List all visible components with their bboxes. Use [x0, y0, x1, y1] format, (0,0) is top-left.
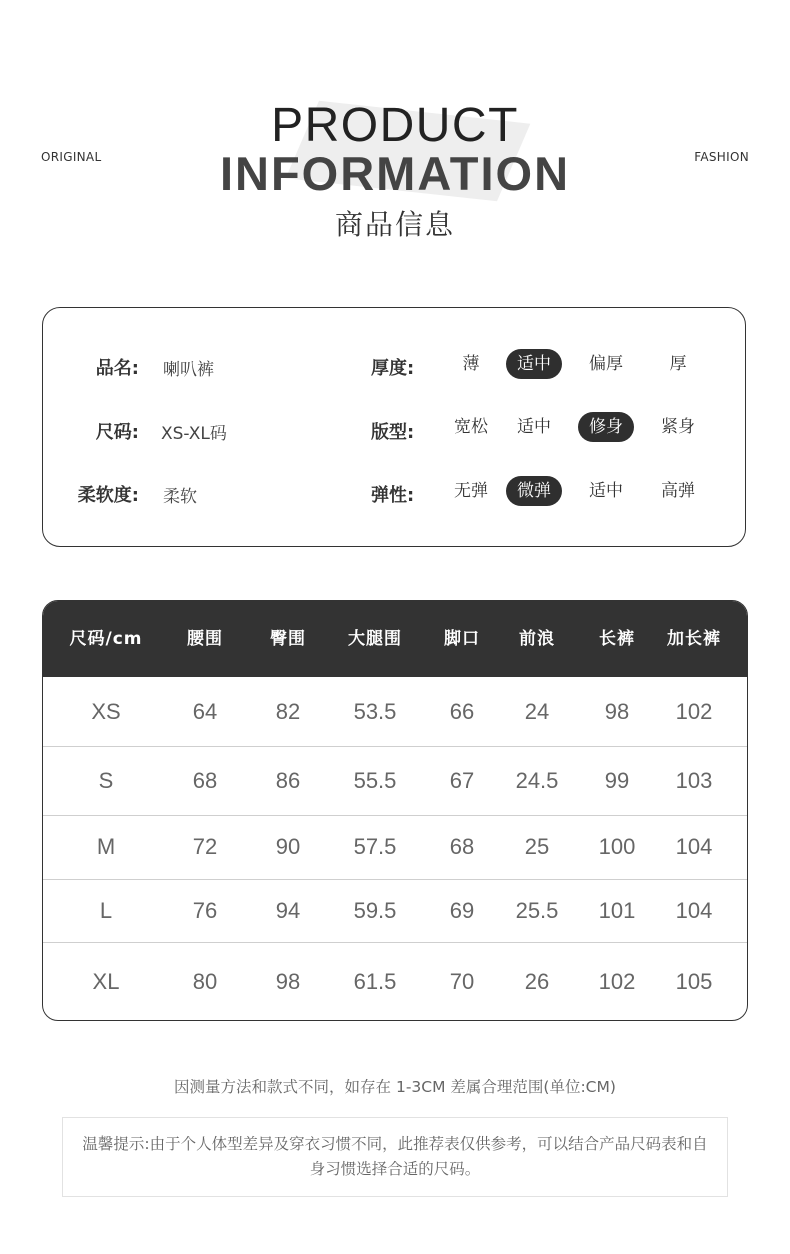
measurement-cell: 68 [192, 767, 218, 793]
measurement-cell: 59.5 [353, 897, 397, 923]
name-label: 品名: [95, 358, 139, 379]
measurement-cell: 76 [192, 897, 218, 923]
measurement-cell: 104 [675, 897, 713, 923]
measurement-cell: 24.5 [515, 767, 559, 793]
measurement-cell: 100 [598, 834, 636, 859]
table-row [43, 677, 747, 747]
thickness-option-3: 厚 [669, 354, 687, 374]
table-row [43, 815, 747, 880]
title-information: INFORMATION [219, 147, 571, 200]
measurement-cell: 25.5 [515, 897, 559, 923]
measurement-cell: 55.5 [353, 767, 397, 793]
measurement-cell: 94 [275, 897, 301, 923]
fit-option-1: 适中 [517, 417, 551, 437]
size-cell: XS [91, 698, 121, 724]
table-header-cell: 臀围 [270, 629, 306, 649]
table-header-cell: 尺码/cm [69, 629, 143, 649]
fit-option-2: 修身 [578, 412, 634, 442]
measurement-note: 因测量方法和款式不同，如存在 1-3CM 差属合理范围(单位:CM) [174, 1078, 616, 1096]
measurement-cell: 57.5 [353, 834, 397, 859]
softness-label: 柔软度: [77, 485, 139, 506]
thickness-option-0: 薄 [462, 354, 480, 374]
measurement-cell: 82 [275, 698, 301, 724]
table-header-cell: 腰围 [187, 629, 223, 649]
fit-option-0: 宽松 [454, 417, 488, 437]
elasticity-option-3: 高弹 [661, 481, 695, 501]
table-header-cell: 大腿围 [348, 629, 402, 649]
table-header-cell: 加长裤 [667, 629, 721, 649]
fashion-label: FASHION [694, 150, 749, 164]
tip-box [62, 1117, 728, 1197]
thickness-label: 厚度: [371, 358, 415, 379]
measurement-cell: 104 [675, 834, 713, 859]
measurement-cell: 69 [449, 897, 475, 923]
title-chinese: 商品信息 [334, 208, 455, 241]
table-header-cell: 长裤 [599, 629, 635, 649]
measurement-cell: 98 [604, 698, 630, 724]
measurement-cell: 66 [449, 698, 475, 724]
size-label: 尺码: [95, 422, 139, 443]
size-value: XS-XL码 [161, 424, 227, 444]
size-table [42, 600, 748, 1021]
title-product: PRODUCT [271, 99, 519, 152]
measurement-cell: 53.5 [353, 698, 397, 724]
softness-value: 柔软 [163, 487, 197, 507]
tip-text: 温馨提示:由于个人体型差异及穿衣习惯不同，此推荐表仅供参考，可以结合产品尺码表和自身习惯选择合适的尺码。 [82, 1135, 708, 1178]
measurement-cell: 102 [675, 698, 713, 724]
table-header-cell: 前浪 [519, 629, 555, 649]
elasticity-label: 弹性: [371, 485, 415, 506]
product-info-card [42, 307, 746, 547]
measurement-cell: 103 [675, 767, 713, 793]
measurement-cell: 90 [275, 834, 301, 859]
measurement-cell: 101 [598, 897, 636, 923]
measurement-cell: 98 [275, 968, 301, 994]
measurement-cell: 99 [604, 767, 630, 793]
name-value: 喇叭裤 [163, 360, 214, 380]
measurement-cell: 68 [449, 834, 475, 859]
measurement-cell: 25 [524, 834, 550, 859]
table-header [43, 601, 747, 677]
measurement-cell: 80 [192, 968, 218, 994]
table-row [43, 746, 747, 816]
size-cell: XL [92, 968, 120, 994]
size-cell: S [98, 767, 114, 793]
measurement-cell: 86 [275, 767, 301, 793]
fit-label: 版型: [371, 422, 415, 443]
size-cell: M [96, 834, 116, 859]
measurement-cell: 61.5 [353, 968, 397, 994]
measurement-cell: 72 [192, 834, 218, 859]
table-row [43, 879, 747, 943]
table-row [43, 942, 747, 1021]
size-cell: L [99, 897, 113, 923]
elasticity-option-1: 微弹 [506, 476, 562, 506]
table-header-cell: 脚口 [444, 629, 480, 649]
measurement-cell: 67 [449, 767, 475, 793]
elasticity-option-2: 适中 [589, 481, 623, 501]
measurement-cell: 64 [192, 698, 218, 724]
measurement-cell: 24 [524, 698, 550, 724]
thickness-option-1: 适中 [506, 349, 562, 379]
fit-option-3: 紧身 [661, 417, 695, 437]
elasticity-option-0: 无弹 [454, 481, 488, 501]
original-label: ORIGINAL [41, 150, 102, 164]
measurement-cell: 26 [524, 968, 550, 994]
measurement-cell: 70 [449, 968, 475, 994]
measurement-cell: 102 [598, 968, 636, 994]
measurement-cell: 105 [675, 968, 713, 994]
thickness-option-2: 偏厚 [589, 354, 623, 374]
